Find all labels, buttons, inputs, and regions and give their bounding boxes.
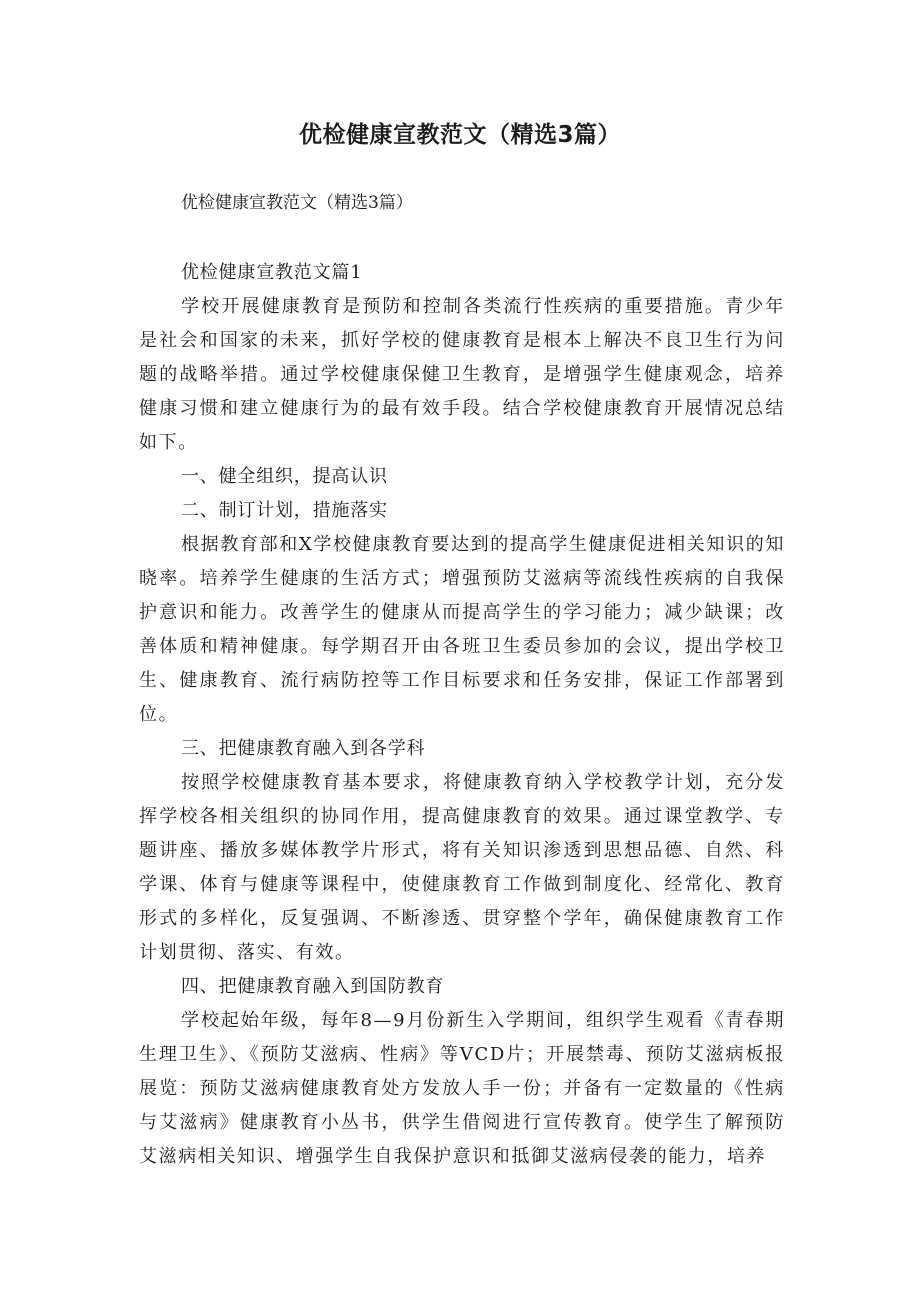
document-title: 优检健康宣教范文（精选3篇） bbox=[298, 122, 621, 148]
heading-plan: 二、制订计划，措施落实 bbox=[181, 500, 388, 521]
document-subtitle: 优检健康宣教范文（精选3篇） bbox=[181, 193, 413, 213]
plan-paragraph: 根据教育部和X学校健康教育要达到的提高学生健康促进相关知识的知晓率。培养学生健康的生活方式；增强预防艾滋病等流线性疾病的自我保护意识和能力。改善学生的健康从而提高学生的学习能力；减少缺课；改善体质和精神健康。每学期召开由各班卫生委员参加的会议，提出学校卫生、健康教育、流行病防控等工作目标要求和任务安排，保证工作部署到位。 bbox=[139, 534, 785, 725]
heading-subjects: 三、把健康教育融入到各学科 bbox=[181, 738, 426, 759]
section-heading: 优检健康宣教范文篇1 bbox=[181, 262, 363, 283]
document-body bbox=[139, 256, 785, 1174]
defense-paragraph: 学校起始年级，每年8—9月份新生入学期间，组织学生观看《青春期生理卫生》、《预防艾滋病、性病》等VCD片；开展禁毒、预防艾滋病板报展览：预防艾滋病健康教育处方发放人手一份；并备有一定数量的《性病与艾滋病》健康教育小丛书，供学生借阅进行宣传教育。使学生了解预防艾滋病相关知识、增强学生自我保护意识和抵御艾滋病侵袭的能力，培养 bbox=[139, 1010, 785, 1167]
heading-organization: 一、健全组织，提高认识 bbox=[181, 466, 388, 487]
heading-defense: 四、把健康教育融入到国防教育 bbox=[181, 976, 445, 997]
subjects-paragraph: 按照学校健康教育基本要求，将健康教育纳入学校教学计划，充分发挥学校各相关组织的协同作用，提高健康教育的效果。通过课堂教学、专题讲座、播放多媒体教学片形式，将有关知识渗透到思想品德、自然、科学课、体育与健康等课程中，使健康教育工作做到制度化、经常化、教育形式的多样化，反复强调、不断渗透、贯穿整个学年，确保健康教育工作计划贯彻、落实、有效。 bbox=[139, 772, 785, 963]
intro-paragraph: 学校开展健康教育是预防和控制各类流行性疾病的重要措施。青少年是社会和国家的未来，抓好学校的健康教育是根本上解决不良卫生行为问题的战略举措。通过学校健康保健卫生教育，是增强学生健康观念，培养健康习惯和建立健康行为的最有效手段。结合学校健康教育开展情况总结如下。 bbox=[139, 296, 785, 453]
